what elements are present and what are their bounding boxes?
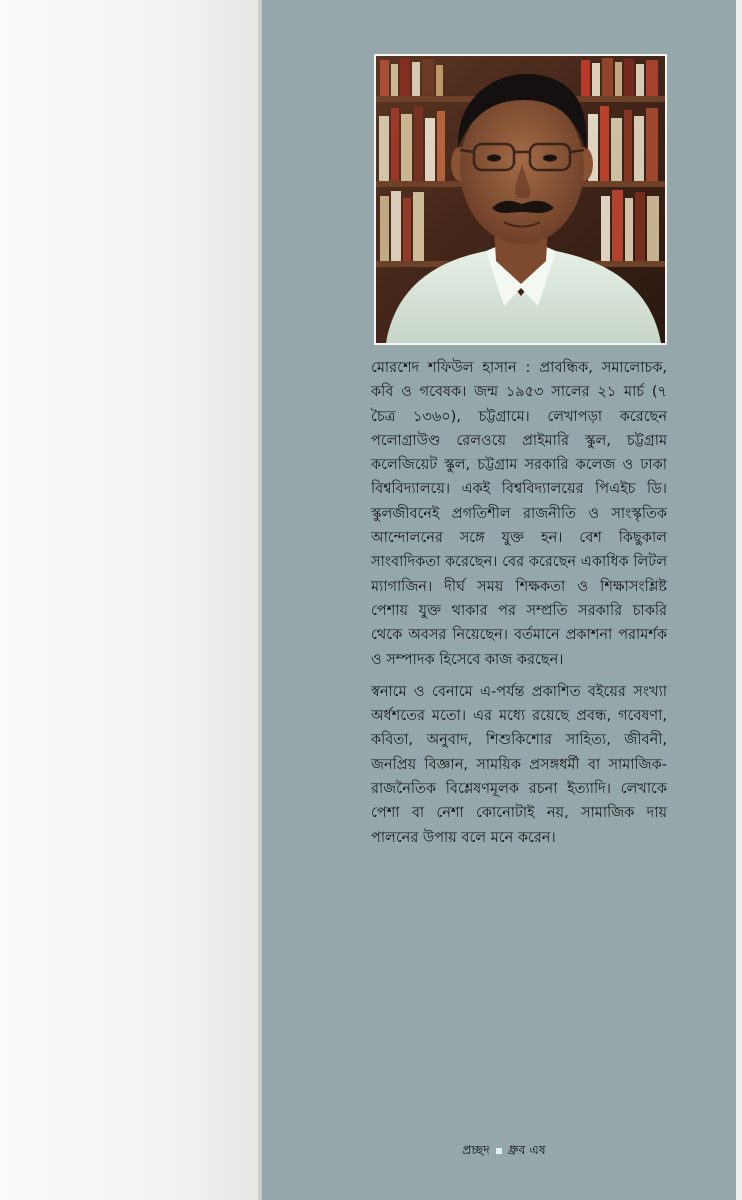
author-portrait-image (376, 56, 665, 343)
author-biography (371, 356, 667, 850)
author-photo (374, 54, 667, 345)
bio-paragraph-career: মোরশেদ শফিউল হাসান : প্রাবন্ধিক, সমালোচক, কবি ও গবেষক। জন্ম ১৯৫৩ সালের ২১ মার্চ (৭ চৈত্র ১৩৬০), চট্টগ্রামে। লেখাপড়া করেছেন পলোগ্রাউণ্ড রেলওয়ে প্রাইমারি স্কুল, চট্টগ্রাম কলেজিয়েট স্কুল, চট্টগ্রাম সরকারি কলেজ ও ঢাকা বিশ্ববিদ্যালয়ে। একই বিশ্ববিদ্যালয়ের পিএইচ ডি। স্কুলজীবনেই প্রগতিশীল রাজনীতি ও সাংস্কৃতিক আন্দোলনের সঙ্গে যুক্ত হন। বেশ কিছুকাল সাংবাদিকতা করেছেন। বের করেছেন একাধিক লিটল ম্যাগাজিন। দীর্ঘ সময় শিক্ষকতা ও শিক্ষাসংশ্লিষ্ট পেশায় যুক্ত থাকার পর সম্প্রতি সরকারি চাকরি থেকে অবসর নিয়েছেন। বর্তমানে প্রকাশনা পরামর্শক ও সম্পাদক হিসেবে কাজ করছেন। (371, 360, 667, 668)
bio-paragraph-publications: স্বনামে ও বেনামে এ-পর্যন্ত প্রকাশিত বইয়ের সংখ্যা অর্ধশতের মতো। এর মধ্যে রয়েছে প্রবন্ধ, গবেষণা, কবিতা, অনুবাদ, শিশুকিশোর সাহিত্য, জীবনী, জনপ্রিয় বিজ্ঞান, সাময়িক প্রসঙ্গধর্মী বা সামাজিক-রাজনৈতিক বিশ্লেষণমূলক রচনা ইত্যাদি। লেখাকে পেশা বা নেশা কোনোটাই নয়, সামাজিক দায় পালনের উপায় বলে মনে করেন। (371, 683, 667, 846)
cover-design-credit (462, 1142, 546, 1162)
credit-separator (496, 1148, 502, 1154)
credit-name: ধ্রুব এষ (507, 1142, 546, 1157)
front-flap (0, 0, 262, 1200)
credit-label: প্রচ্ছদ (462, 1142, 490, 1157)
page-right-edge (736, 0, 742, 1200)
